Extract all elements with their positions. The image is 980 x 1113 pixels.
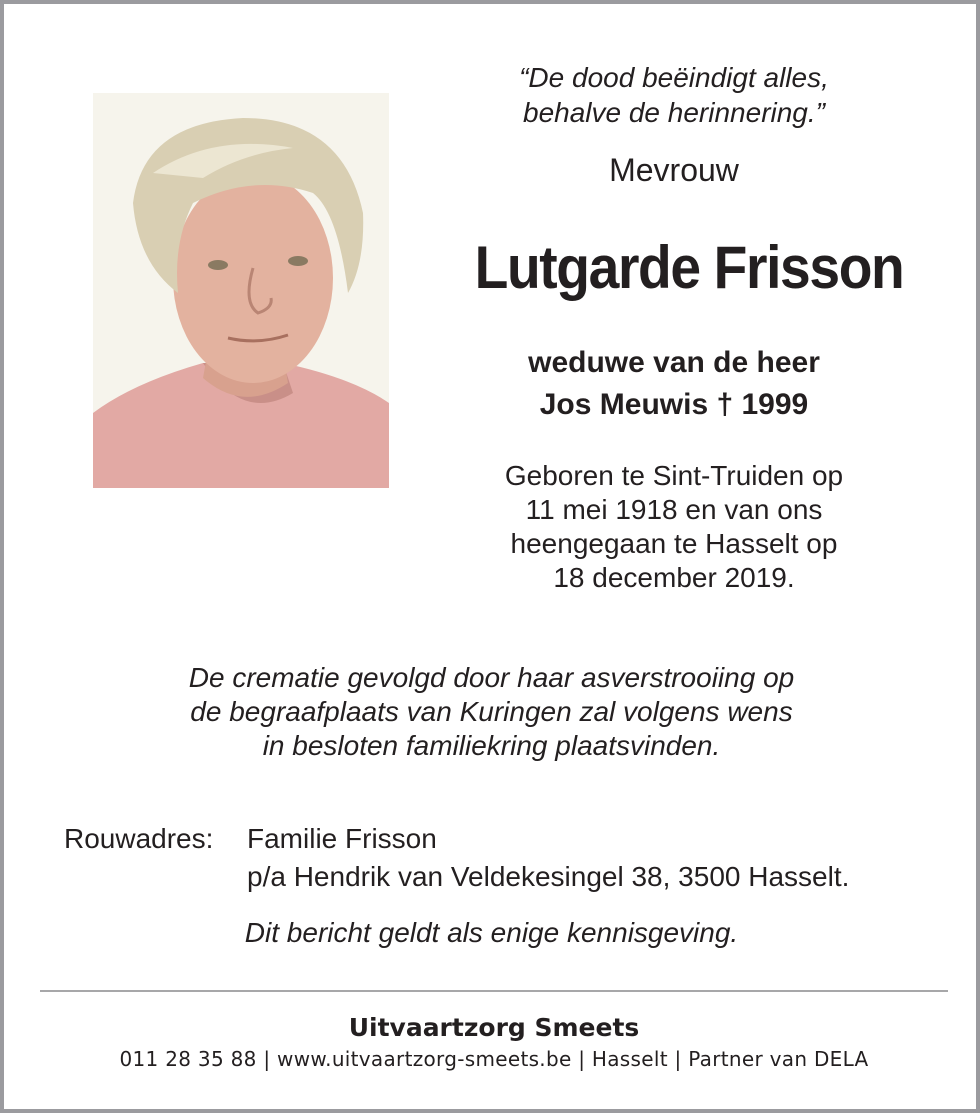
quote [444,60,904,130]
footer-divider [40,990,948,992]
address-label: Rouwadres: [64,823,214,854]
widow-of [444,342,904,426]
birth-death-details [444,459,904,595]
birth-line: heengegaan te Hasselt op [510,528,838,559]
quote-line-2: behalve de herinnering.” [523,97,825,128]
ceremony-line: de begraafplaats van Kuringen zal volgens wens [190,696,793,727]
company-name: Uitvaartzorg Smeets [348,1013,640,1042]
deceased-name: Lutgarde Frisson [474,234,904,301]
ceremony-details [104,661,879,763]
quote-line-1: “De dood beëindigt alles, [519,62,829,93]
company-contact: 011 28 35 88 | www.uitvaartzorg-smeets.be | Hasselt | Partner van DELA [119,1047,869,1071]
mourning-address [64,820,849,896]
portrait-image [93,93,389,488]
address-spacer [64,858,247,896]
ceremony-line: De crematie gevolgd door haar asverstrooiing op [188,662,795,693]
notice-text: Dit bericht geldt als enige kennisgeving. [244,917,739,948]
address-line-1: Familie Frisson [247,823,437,854]
birth-line: Geboren te Sint-Truiden op [504,460,844,491]
portrait-photo [93,93,389,488]
ceremony-line: in besloten familiekring plaatsvinden. [262,730,721,761]
honorific-title: Mevrouw [609,152,739,188]
birth-line: 11 mei 1918 en van ons [525,494,823,525]
widow-line-1: weduwe van de heer [528,346,820,379]
address-line-2: p/a Hendrik van Veldekesingel 38, 3500 Hasselt. [247,861,850,892]
birth-line: 18 december 2019. [553,562,795,593]
widow-line-2: Jos Meuwis † 1999 [539,388,809,421]
